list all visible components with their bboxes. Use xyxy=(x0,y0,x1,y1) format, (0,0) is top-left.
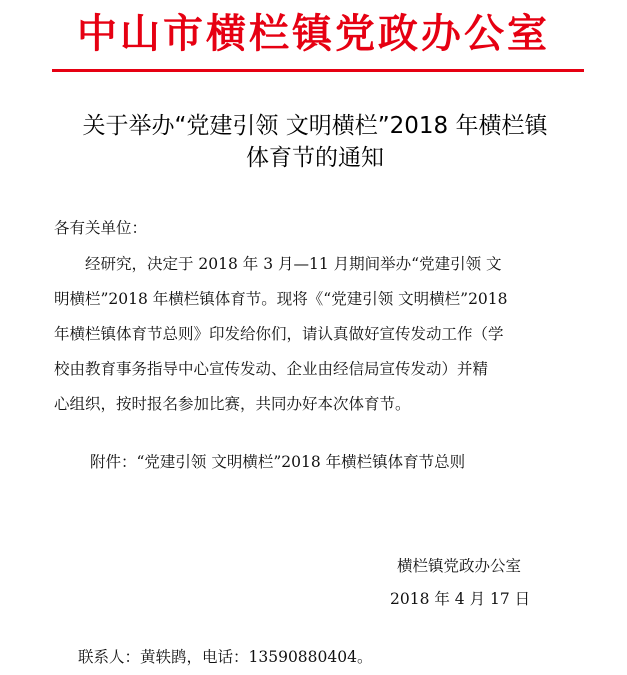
salutation: 各有关单位： xyxy=(54,219,148,237)
body-line-4: 校由教育事务指导中心宣传发动、企业由经信局宣传发动）并精 xyxy=(54,360,489,378)
title-line-2: 体育节的通知 xyxy=(246,145,384,171)
title-line-1: 关于举办“党建引领 文明横栏”2018 年横栏镇 xyxy=(82,113,548,139)
contact-info: 联系人：黄轶鹍，电话：13590880404。 xyxy=(78,648,373,666)
body-line-3: 年横栏镇体育节总则》印发给你们，请认真做好宣传发动工作（学 xyxy=(54,325,504,343)
attachment-note: 附件：“党建引领 文明横栏”2018 年横栏镇体育节总则 xyxy=(90,453,466,471)
document-title xyxy=(58,110,572,174)
body-line-1: 经研究，决定于 2018 年 3 月—11 月期间举办“党建引领 文 xyxy=(85,255,502,273)
letterhead-title: 中山市横栏镇党政办公室 xyxy=(77,10,550,57)
signature-org: 横栏镇党政办公室 xyxy=(397,557,522,575)
letterhead-red-rule xyxy=(52,69,584,72)
signature-date: 2018 年 4 月 17 日 xyxy=(390,590,531,608)
body-line-5: 心组织，按时报名参加比赛，共同办好本次体育节。 xyxy=(54,395,411,413)
body-paragraph xyxy=(54,247,582,422)
body-line-2: 明横栏”2018 年横栏镇体育节。现将《“党建引领 文明横栏”2018 xyxy=(54,290,508,308)
